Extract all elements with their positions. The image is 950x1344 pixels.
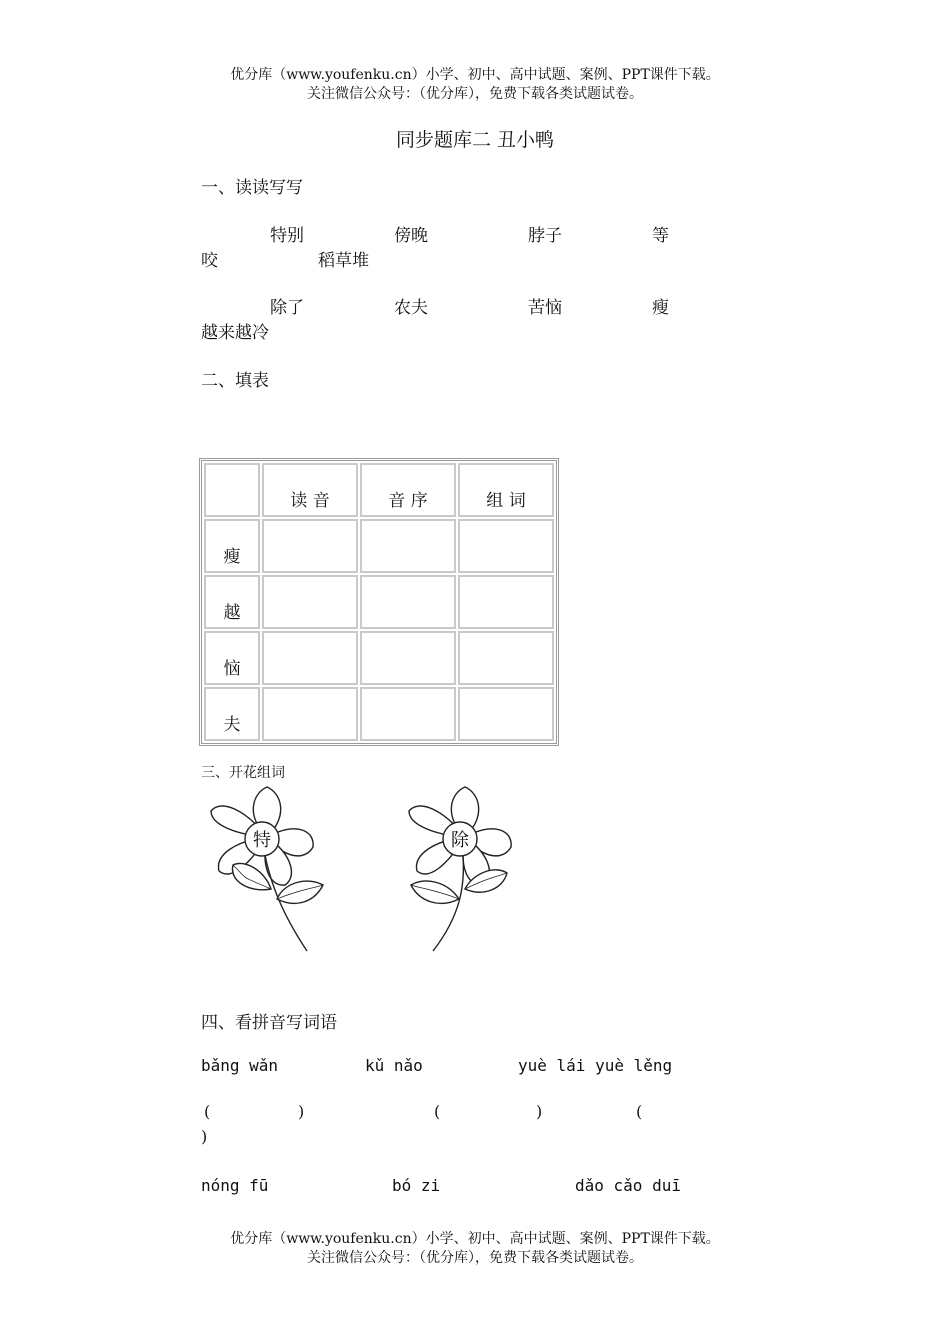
answer-cell[interactable]: [262, 687, 358, 741]
header-line-2: 关注微信公众号：（优分库），免费下载各类试题试卷。: [307, 86, 643, 102]
row-header: 瘦: [204, 519, 260, 573]
answer-cell[interactable]: [262, 575, 358, 629]
table-row: [204, 687, 554, 741]
row-header: 越: [204, 575, 260, 629]
answer-paren: ): [536, 1102, 543, 1121]
flower-icon: [403, 785, 528, 955]
row-header: 夫: [204, 687, 260, 741]
word-item: 脖子: [528, 226, 562, 246]
answer-cell[interactable]: [262, 519, 358, 573]
word-item: 除了: [270, 298, 304, 318]
answer-cell[interactable]: [360, 631, 456, 685]
word-item: 越来越冷: [201, 323, 269, 343]
word-item: 稻草堆: [318, 251, 369, 271]
answer-cell[interactable]: [360, 687, 456, 741]
word-item: 农夫: [394, 298, 428, 318]
answer-cell[interactable]: [360, 519, 456, 573]
table-header-row: [204, 463, 554, 517]
answer-cell[interactable]: [458, 575, 554, 629]
flower-char: 特: [253, 830, 271, 851]
answer-paren: ): [201, 1127, 208, 1146]
fill-table: [199, 458, 559, 746]
answer-paren: ): [298, 1102, 305, 1121]
word-item: 等: [652, 226, 669, 246]
column-header: 组 词: [458, 463, 554, 517]
footer-line-2: 关注微信公众号：（优分库），免费下载各类试题试卷。: [307, 1250, 643, 1266]
answer-cell[interactable]: [458, 631, 554, 685]
table-row: [204, 631, 554, 685]
flower-char: 除: [451, 830, 469, 851]
pinyin-item: bó zi: [392, 1176, 441, 1195]
section-1-heading: 一、读读写写: [201, 178, 303, 198]
word-item: 瘦: [652, 298, 669, 318]
answer-cell[interactable]: [458, 519, 554, 573]
footer-line-1: 优分库（www.youfenku.cn）小学、初中、高中试题、案例、PPT课件下载。: [230, 1231, 720, 1247]
pinyin-item: dǎo cǎo duī: [575, 1176, 681, 1195]
section-2-heading: 二、填表: [201, 371, 269, 391]
table-corner-cell: [204, 463, 260, 517]
pinyin-item: kǔ nǎo: [365, 1056, 423, 1075]
section-3-heading: 三、开花组词: [201, 765, 285, 781]
answer-cell[interactable]: [458, 687, 554, 741]
word-item: 咬: [201, 251, 218, 271]
answer-paren: (: [636, 1102, 643, 1121]
pinyin-item: yuè lái yuè lěng: [518, 1056, 673, 1075]
answer-cell[interactable]: [262, 631, 358, 685]
answer-cell[interactable]: [360, 575, 456, 629]
answer-paren: (: [434, 1102, 441, 1121]
table-row: [204, 575, 554, 629]
answer-paren: (: [204, 1102, 211, 1121]
header-line-1: 优分库（www.youfenku.cn）小学、初中、高中试题、案例、PPT课件下载。: [230, 67, 720, 83]
row-header: 恼: [204, 631, 260, 685]
pinyin-item: nóng fū: [201, 1176, 269, 1195]
column-header: 读 音: [262, 463, 358, 517]
table-row: [204, 519, 554, 573]
pinyin-item: bǎng wǎn: [201, 1056, 279, 1075]
column-header: 音 序: [360, 463, 456, 517]
word-item: 傍晚: [394, 226, 428, 246]
word-item: 苦恼: [528, 298, 562, 318]
page-title: 同步题库二 丑小鸭: [395, 129, 555, 151]
section-4-heading: 四、看拼音写词语: [201, 1013, 337, 1033]
word-item: 特别: [270, 226, 304, 246]
flower-icon: [205, 785, 330, 955]
